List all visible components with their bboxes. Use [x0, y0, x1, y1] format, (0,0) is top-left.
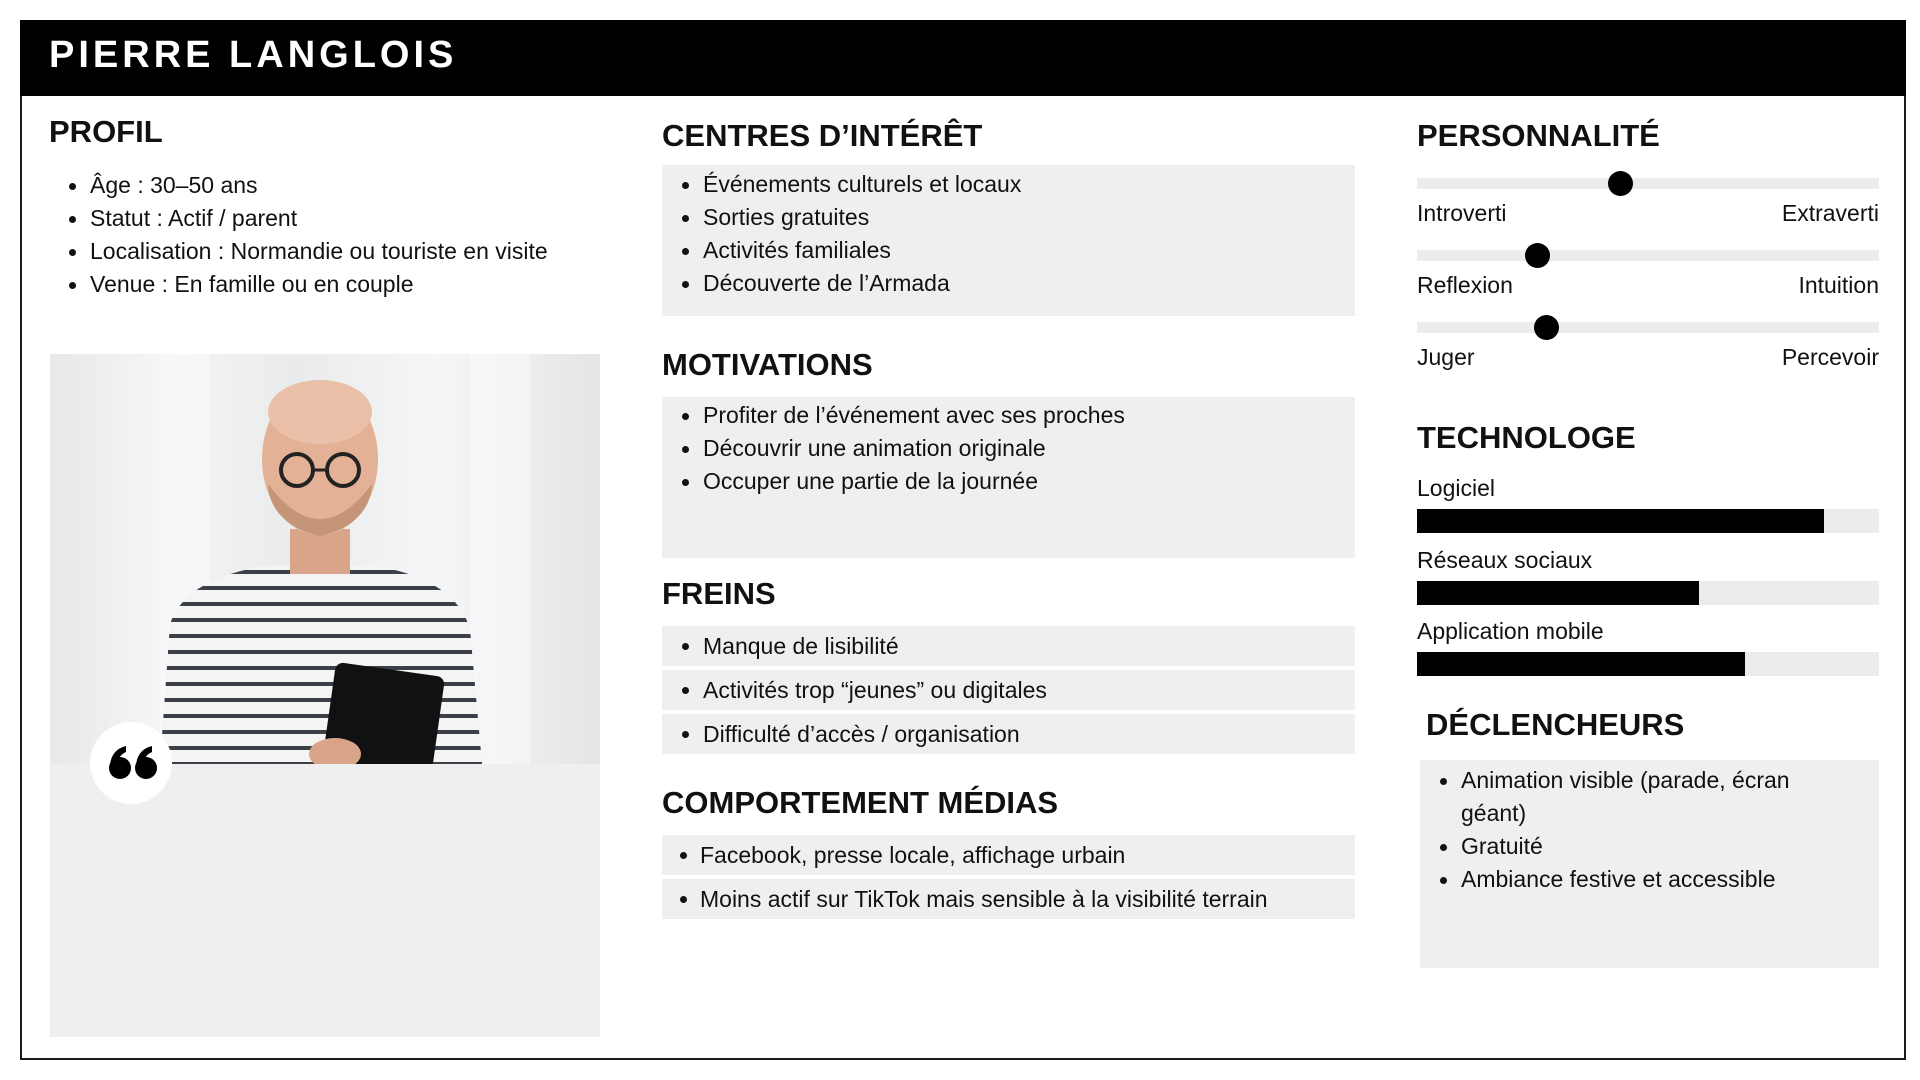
centres-interet-list	[662, 168, 1021, 300]
persona-name: PIERRE LANGLOIS	[49, 34, 458, 76]
tech-label: Logiciel	[1417, 475, 1495, 501]
tech-level-bar	[1417, 581, 1879, 605]
motivations-item: Profiter de l’événement avec ses proches	[662, 399, 1125, 432]
medias-item-text: Moins actif sur TikTok mais sensible à la visibilité terrain	[700, 886, 1268, 912]
scale-left-label: Introverti	[1417, 200, 1507, 226]
freins-item	[662, 670, 1355, 710]
medias-item	[662, 879, 1355, 919]
quote-area	[50, 764, 600, 1037]
centres-interet-item: Événements culturels et locaux	[662, 168, 1021, 201]
profil-item: Venue : En famille ou en couple	[49, 268, 548, 301]
personality-scale-track	[1417, 322, 1879, 333]
freins-item	[662, 714, 1355, 754]
freins-item-text: Activités trop “jeunes” ou digitales	[703, 677, 1047, 703]
profil-item: Âge : 30–50 ans	[49, 169, 548, 202]
bullet	[680, 852, 687, 859]
personality-scale-track	[1417, 250, 1879, 261]
medias-item-text: Facebook, presse locale, affichage urbain	[700, 842, 1126, 868]
centres-interet-item: Activités familiales	[662, 234, 1021, 267]
freins-heading: FREINS	[662, 576, 776, 611]
profil-heading: PROFIL	[49, 114, 163, 149]
profil-list	[49, 169, 548, 301]
tech-label: Réseaux sociaux	[1417, 547, 1593, 573]
bullet	[682, 643, 689, 650]
motivations-item: Occuper une partie de la journée	[662, 465, 1125, 498]
tech-label: Application mobile	[1417, 618, 1604, 644]
personality-scale-knob	[1525, 243, 1550, 268]
motivations-item: Découvrir une animation originale	[662, 432, 1125, 465]
bullet	[682, 731, 689, 738]
medias-item	[662, 835, 1355, 875]
declencheurs-item: Ambiance festive et accessible	[1420, 863, 1840, 896]
bullet	[680, 896, 687, 903]
centres-interet-item: Découverte de l’Armada	[662, 267, 1021, 300]
scale-left-label: Juger	[1417, 344, 1475, 370]
declencheurs-list	[1420, 764, 1840, 896]
personality-scale-track	[1417, 178, 1879, 189]
declencheurs-item: Gratuité	[1420, 830, 1840, 863]
tech-level-fill	[1417, 652, 1745, 676]
portrait-illustration	[50, 354, 600, 764]
personnalite-heading: PERSONNALITÉ	[1417, 118, 1660, 153]
motivations-heading: MOTIVATIONS	[662, 347, 873, 382]
profil-item: Statut : Actif / parent	[49, 202, 548, 235]
profil-item: Localisation : Normandie ou touriste en visite	[49, 235, 548, 268]
freins-item-text: Manque de lisibilité	[703, 633, 899, 659]
declencheurs-heading: DÉCLENCHEURS	[1426, 707, 1685, 742]
bullet	[682, 687, 689, 694]
freins-item-text: Difficulté d’accès / organisation	[703, 721, 1020, 747]
tech-level-fill	[1417, 509, 1824, 533]
quote-badge	[90, 722, 172, 804]
freins-item	[662, 626, 1355, 666]
motivations-list	[662, 399, 1125, 498]
scale-right-label: Extraverti	[1781, 200, 1879, 226]
centres-interet-item: Sorties gratuites	[662, 201, 1021, 234]
tech-level-fill	[1417, 581, 1699, 605]
scale-right-label: Percevoir	[1781, 344, 1879, 370]
declencheurs-item: Animation visible (parade, écran géant)	[1420, 764, 1840, 830]
scale-right-label: Intuition	[1798, 272, 1879, 298]
portrait-photo	[50, 354, 600, 764]
quote-icon	[90, 722, 172, 804]
comportement-medias-heading: COMPORTEMENT MÉDIAS	[662, 785, 1059, 820]
tech-level-bar	[1417, 652, 1879, 676]
tech-level-bar	[1417, 509, 1879, 533]
scale-left-label: Reflexion	[1417, 272, 1513, 298]
technologie-heading: TECHNOLOGE	[1417, 420, 1636, 455]
centres-interet-heading: CENTRES D’INTÉRÊT	[662, 118, 983, 153]
